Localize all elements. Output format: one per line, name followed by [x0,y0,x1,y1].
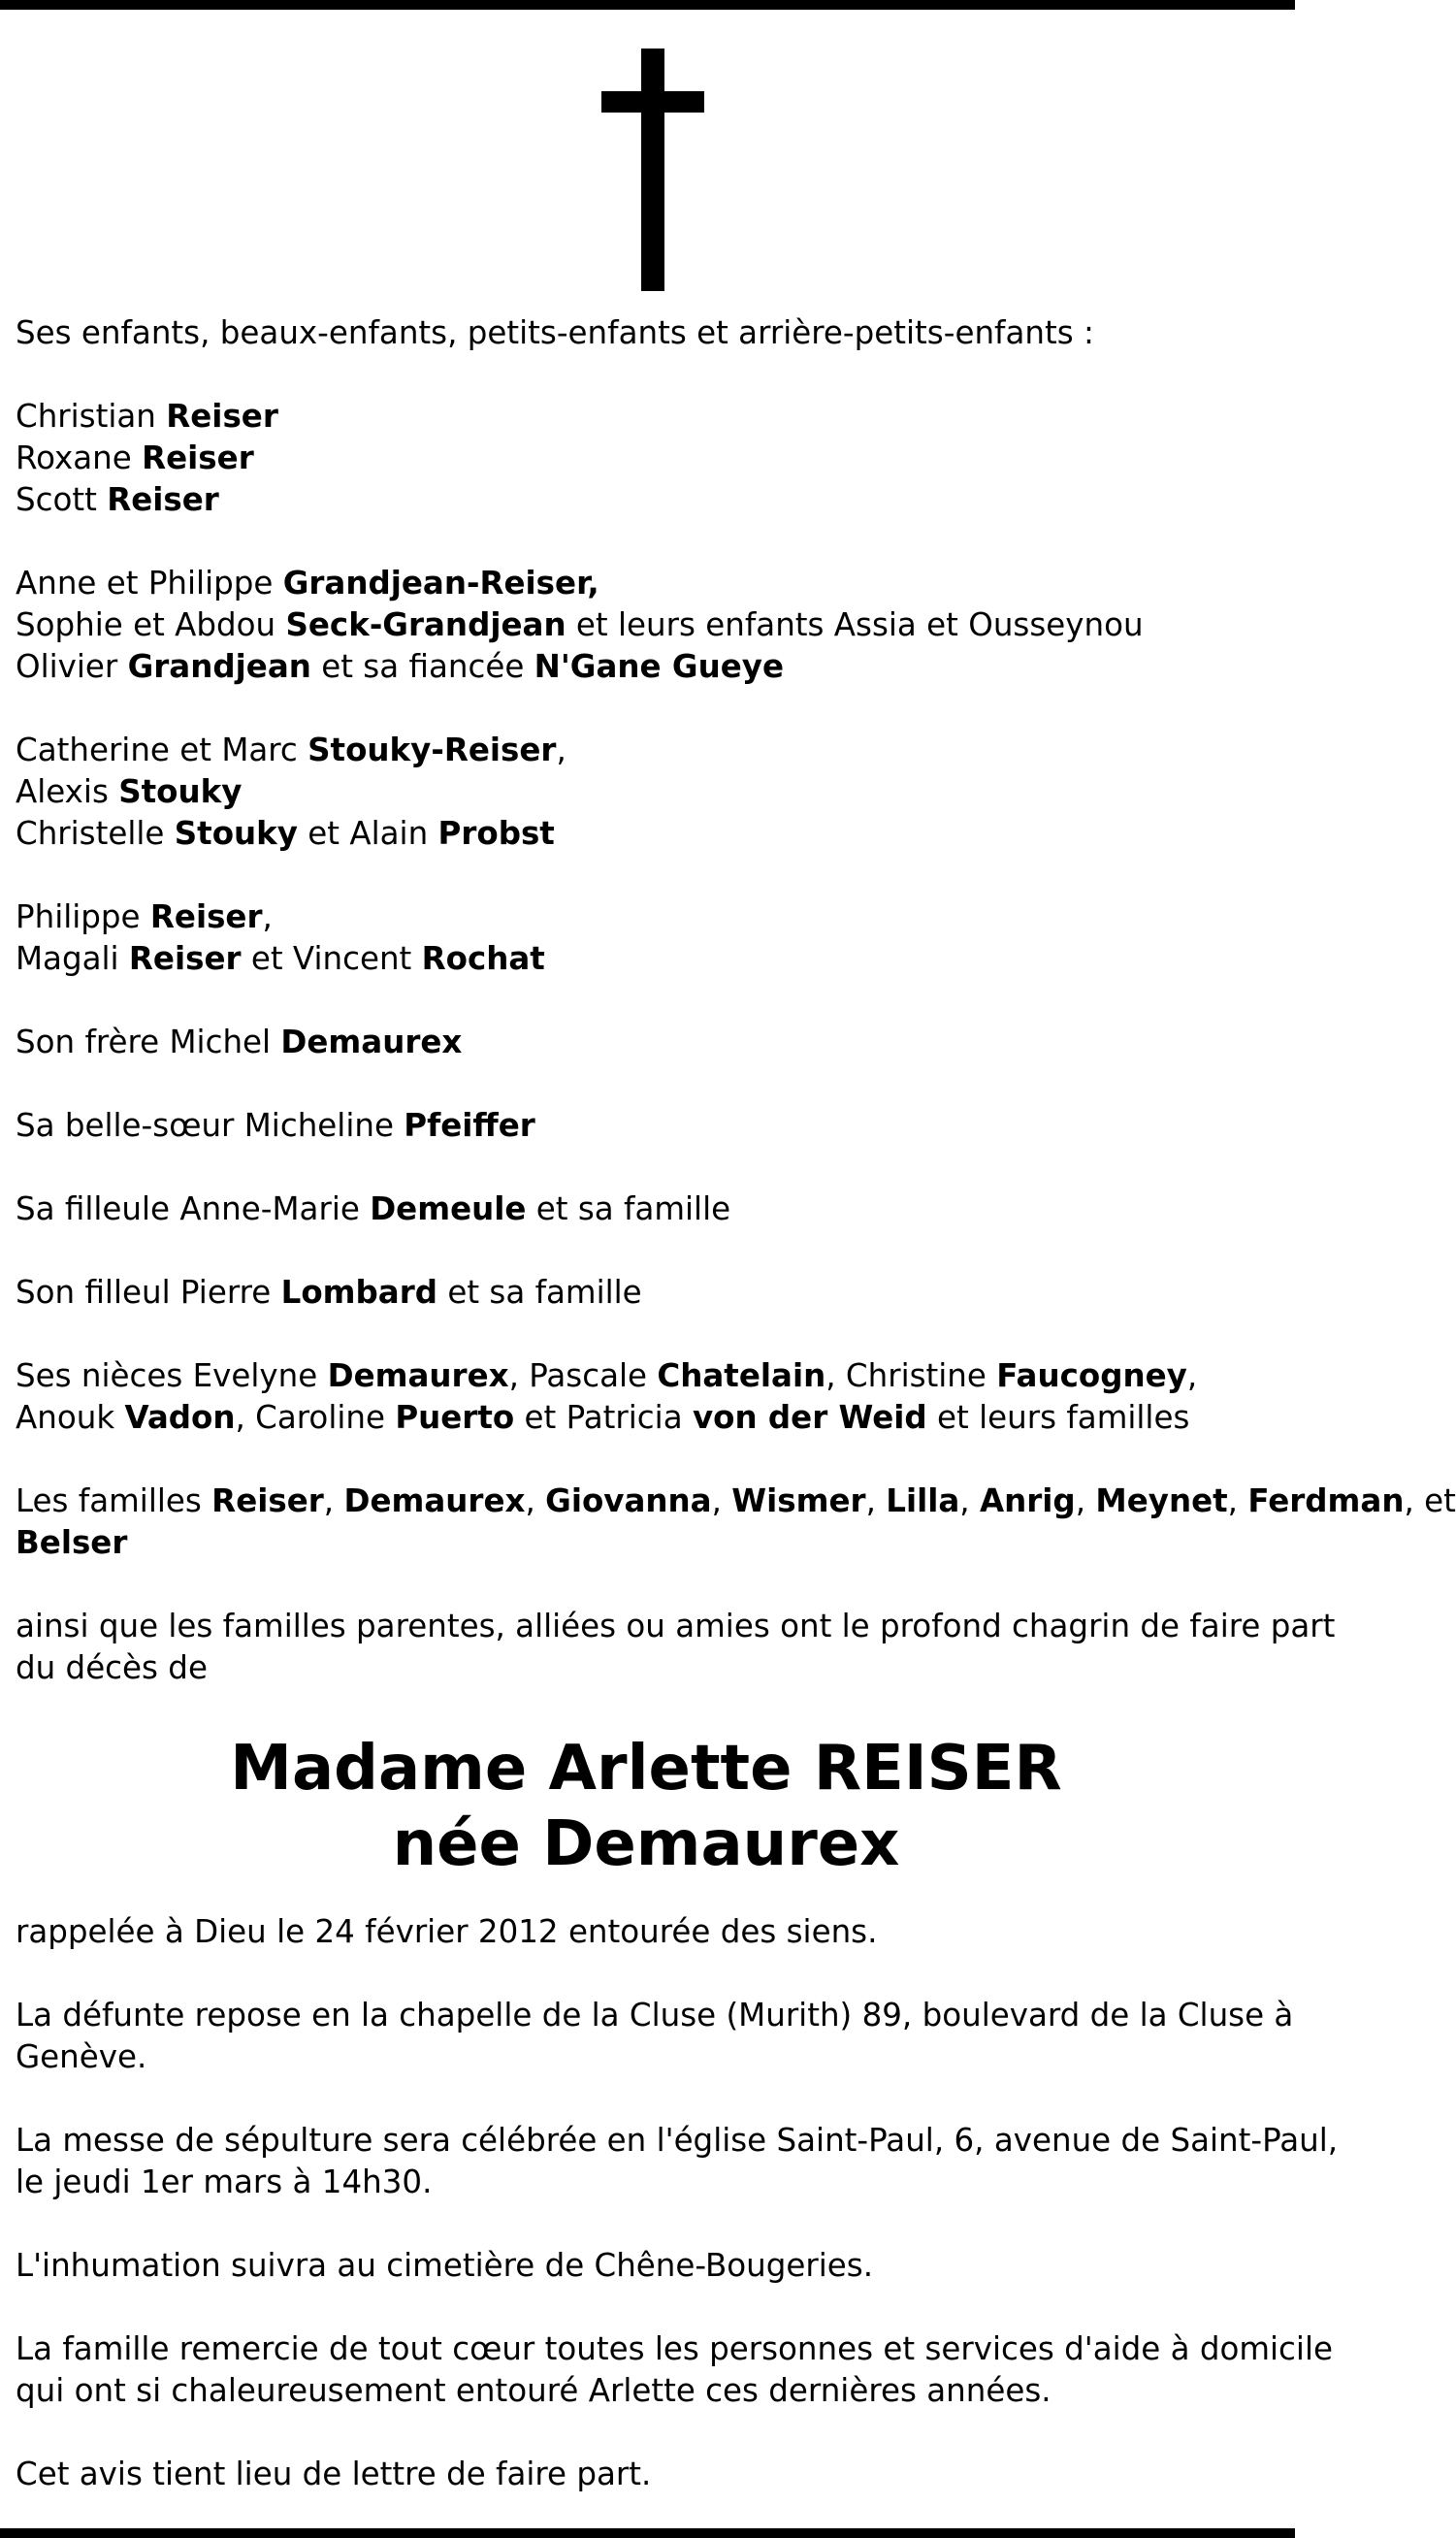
family-line [16,1022,1277,1063]
text-segment: , et [1404,1482,1456,1519]
bottom-border-rule [0,2528,1295,2538]
paragraph-gap [16,521,1277,563]
family-line [16,646,1277,688]
text-segment: , [1075,1482,1096,1519]
paragraph-gap [16,2078,1277,2120]
closing-line: qui ont si chaleureusement entouré Arlette ces dernières années. [16,2372,1052,2409]
text-segment: , [711,1482,732,1519]
family-group [16,896,1277,980]
family-group [16,1480,1456,1564]
paragraph-gap [16,1439,1277,1480]
text-segment: Son frère Michel [16,1024,281,1060]
family-surname: Giovanna [545,1482,712,1519]
text-segment: et sa famille [526,1190,731,1227]
family-surname: Lombard [280,1274,437,1311]
text-segment: Sophie et Abdou [16,606,286,643]
text-segment: , [865,1482,887,1519]
text-segment: Les familles [16,1482,212,1519]
text-segment: , Christine [825,1357,997,1394]
text-segment: Catherine et Marc [16,732,308,768]
family-surname: Demaurex [327,1357,509,1394]
family-surname: Reiser [107,481,219,518]
closing-line: L'inhumation suivra au cimetière de Chêne-Bougeries. [16,2247,874,2284]
family-surname: von der Weid [692,1399,927,1436]
text-segment: et Patricia [514,1399,693,1436]
closing-paragraph [16,1911,1277,1953]
paragraph-gap [16,1564,1277,1606]
family-surname: Wismer [731,1482,866,1519]
family-surname: Rochat [421,940,545,977]
family-surname: Reiser [149,898,263,935]
family-group [16,563,1277,688]
text-segment: , [525,1482,546,1519]
family-surname: Anrig [979,1482,1076,1519]
text-segment: , [556,732,566,768]
text-segment: , [1227,1482,1248,1519]
family-surname: Pfeiffer [404,1107,535,1144]
closing-paragraph [16,2120,1339,2203]
paragraph-gap [16,980,1277,1022]
family-surname: Belser [16,1524,128,1561]
family-group [16,396,1277,521]
paragraph-gap [16,1953,1277,1995]
family-group [16,730,1277,855]
text-segment: Sa belle-sœur Micheline [16,1107,404,1144]
closing-line: le jeudi 1er mars à 14h30. [16,2164,433,2200]
family-line [16,438,1277,479]
text-segment: et Alain [297,815,438,852]
text-segment: Roxane [16,439,143,476]
family-surname: Grandjean-Reiser, [282,565,599,602]
text-segment: Alexis [16,773,119,810]
closing-line: La famille remercie de tout cœur toutes les personnes et services d'aide à domicile [16,2330,1333,2367]
top-border-rule [0,0,1295,10]
closing-paragraph [16,1995,1294,2078]
closing-line: La défunte repose en la chapelle de la Cluse (Murith) 89, boulevard de la Cluse à [16,1997,1294,2034]
text-segment: , [959,1482,980,1519]
text-segment: Sa filleule Anne-Marie [16,1190,371,1227]
family-line [16,396,1277,438]
family-surname: Demaurex [343,1482,526,1519]
deceased-name-block [16,1731,1277,1882]
family-line [16,771,1277,813]
paragraph-gap [16,1147,1277,1188]
family-line [16,563,1277,604]
text-segment: Olivier [16,648,128,685]
family-line [16,896,1277,938]
text-segment: du décès de [16,1649,208,1686]
paragraph-gap [16,2203,1277,2245]
family-line [16,479,1277,521]
family-surname: Ferdman [1247,1482,1405,1519]
family-line [16,1397,1277,1439]
intro-line: Ses enfants, beaux-enfants, petits-enfants et arrière-petits-enfants : [16,314,1094,351]
family-surname: Puerto [395,1399,515,1436]
paragraph-gap [16,354,1277,396]
text-segment: , [323,1482,344,1519]
family-surname: Reiser [142,439,254,476]
text-segment: et Vincent [241,940,422,977]
deceased-maiden-name: née Demaurex [392,1808,900,1880]
obituary-body [16,312,1456,2495]
closing-line: rappelée à Dieu le 24 février 2012 entourée des siens. [16,1913,878,1950]
deceased-name: Madame Arlette REISER [230,1733,1062,1805]
family-groups [16,354,1456,1689]
text-segment: Magali [16,940,129,977]
family-surname: Demeule [370,1190,527,1227]
family-line [16,604,1277,646]
family-surname: Vadon [124,1399,236,1436]
closing-paragraph [16,2454,1277,2495]
text-segment: Christian [16,398,167,435]
paragraph-gap [16,855,1277,896]
closing-line: Genève. [16,2038,147,2075]
family-group [16,1105,1277,1147]
family-line [16,1105,1277,1147]
family-surname: Demaurex [280,1024,463,1060]
family-line [16,938,1277,980]
paragraph-gap [16,1230,1277,1272]
text-segment: et sa famille [437,1274,642,1311]
closing-line: La messe de sépulture sera célébrée en l'église Saint-Paul, 6, avenue de Saint-Paul, [16,2122,1339,2159]
family-group [16,1022,1277,1063]
paragraph-gap [16,688,1277,730]
family-line [16,813,1277,855]
family-line [16,1480,1456,1522]
family-surname: Stouky [118,773,243,810]
family-surname: Seck-Grandjean [285,606,566,643]
text-segment: , Pascale [508,1357,658,1394]
text-segment: Anouk [16,1399,125,1436]
text-segment: Scott [16,481,108,518]
family-line [16,1522,1277,1564]
family-group [16,1272,1277,1314]
family-line [16,1647,1277,1689]
text-segment: Ses nièces Evelyne [16,1357,328,1394]
closing-line: Cet avis tient lieu de lettre de faire part. [16,2456,652,2492]
family-surname: Chatelain [657,1357,826,1394]
family-surname: Stouky-Reiser [307,732,557,768]
family-line [16,730,1277,771]
closing-paragraph [16,2328,1333,2412]
text-segment: Christelle [16,815,175,852]
family-surname: Meynet [1095,1482,1228,1519]
family-surname: Grandjean [127,648,311,685]
paragraph-gap [16,2287,1277,2328]
family-surname: Stouky [174,815,298,852]
text-segment: , [262,898,273,935]
family-line [16,1355,1277,1397]
family-group [16,1606,1336,1689]
text-segment: et leurs enfants Assia et Ousseynou [566,606,1144,643]
family-surname: Lilla [886,1482,960,1519]
family-surname: Faucogney [996,1357,1187,1394]
family-line [16,1188,1277,1230]
family-surname: N'Gane Gueye [534,648,784,685]
text-segment: Son filleul Pierre [16,1274,281,1311]
family-surname: Probst [437,815,555,852]
family-surname: Reiser [166,398,278,435]
closing-paragraphs [16,1911,1339,2495]
family-surname: Reiser [128,940,242,977]
family-line [16,1606,1336,1647]
text-segment: Philippe [16,898,150,935]
text-segment: et sa fiancée [310,648,534,685]
family-group [16,1188,1277,1230]
cross-icon [601,49,704,291]
paragraph-gap [16,2412,1277,2454]
paragraph-gap [16,1063,1277,1105]
family-group [16,1355,1277,1439]
text-segment: ainsi que les familles parentes, alliées ou amies ont le profond chagrin de faire part [16,1608,1336,1644]
paragraph-gap [16,1314,1277,1355]
text-segment: et leurs familles [926,1399,1190,1436]
text-segment: Anne et Philippe [16,565,283,602]
text-segment: , Caroline [235,1399,396,1436]
family-surname: Reiser [211,1482,324,1519]
text-segment: , [1186,1357,1198,1394]
closing-paragraph [16,2245,1277,2287]
family-line [16,1272,1277,1314]
